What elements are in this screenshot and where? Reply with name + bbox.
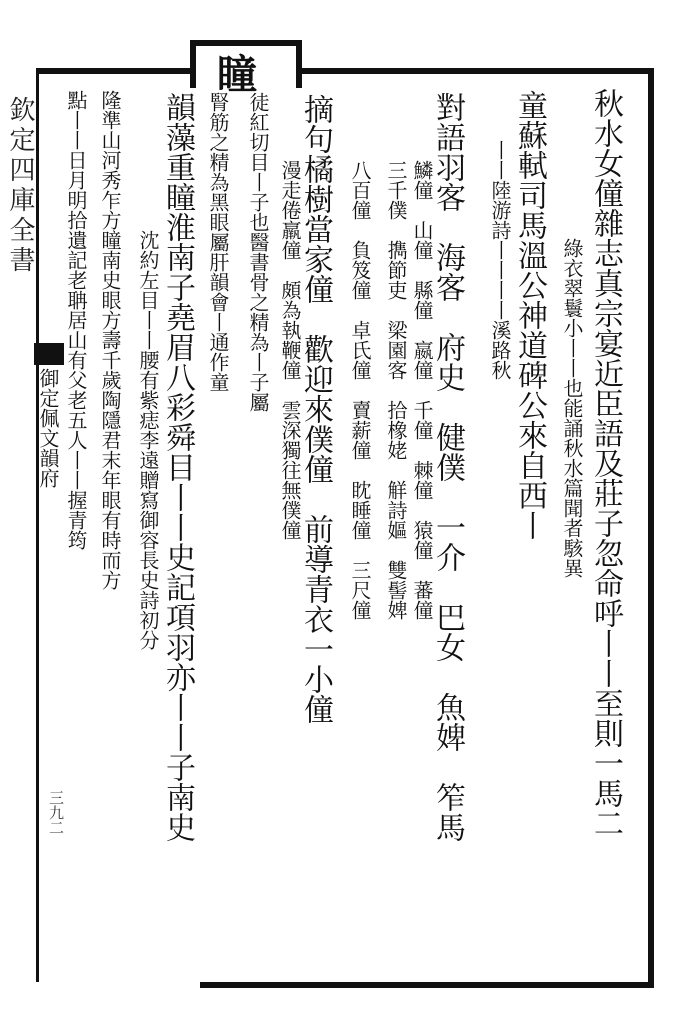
left-margin-strip [0, 0, 65, 1011]
text-column: 韻藻重瞳淮南子堯眉八彩舜目丨丨史記項羽亦丨丨子南史 [160, 92, 195, 842]
text-column: 綠衣翠鬟小丨丨也能誦秋水篇聞者駭異 [560, 238, 584, 578]
running-title: 欽定四庫全書 [5, 96, 35, 276]
frame-top-border [36, 68, 654, 74]
frame-bottom-border [200, 982, 654, 988]
side-title: 御定佩文韻府 [36, 368, 60, 488]
frame-right-border [648, 68, 654, 988]
text-column: 隆準山河秀乍方瞳南史眼方壽千歲陶隱君末年眼有時而方 [98, 90, 122, 590]
text-column: 漫走倦羸僮 頗為執鞭僮 雲深獨往無僕僮 [278, 160, 302, 540]
text-column: 腎筋之精為黑眼屬肝韻會丨通作童 [206, 92, 230, 392]
text-column: 沈約左目丨丨腰有紫痣李遠贈寫御容長史詩初分 [136, 230, 160, 650]
text-column: 點丨丨日月明拾遺記老聃居山有父老五人丨丨握青筠 [64, 90, 88, 550]
text-column: 對語羽客 海客 府史 健僕 一介 巴女 魚婢 笮馬 [430, 92, 465, 842]
text-column: 摘句橘樹當家僮 歡迎來僕僮 前導青衣一小僮 [298, 94, 333, 724]
page-number: 三九二 [47, 790, 65, 835]
text-column: 八百僮 負笈僮 卓氏僮 賣薪僮 眈睡僮 三尺僮 [348, 160, 372, 620]
head-character: 瞳 [217, 51, 257, 98]
text-column: 鱗僮 山僮 縣僮 嬴僮 千僮 棘僮 猿僮 蕃僮 [410, 160, 434, 620]
fish-tail-mark [34, 343, 64, 365]
text-column: 徒紅切目丨子也醫書骨之精為丨子屬 [246, 92, 270, 412]
margin-rule [36, 74, 39, 982]
text-column: 三千僕 擕節吏 梁園客 拾橡姥 觧詩嫗 雙髻婢 [384, 160, 408, 620]
text-column: 秋水女僮雜志真宗宴近臣語及莊子忽命呼丨丨至則一馬二 [588, 88, 623, 838]
text-column: 丨丨陸游詩丨丨丨丨溪路秋 [488, 140, 512, 380]
text-column: 童蘇軾司馬溫公神道碑公來自西丨 [512, 90, 547, 540]
